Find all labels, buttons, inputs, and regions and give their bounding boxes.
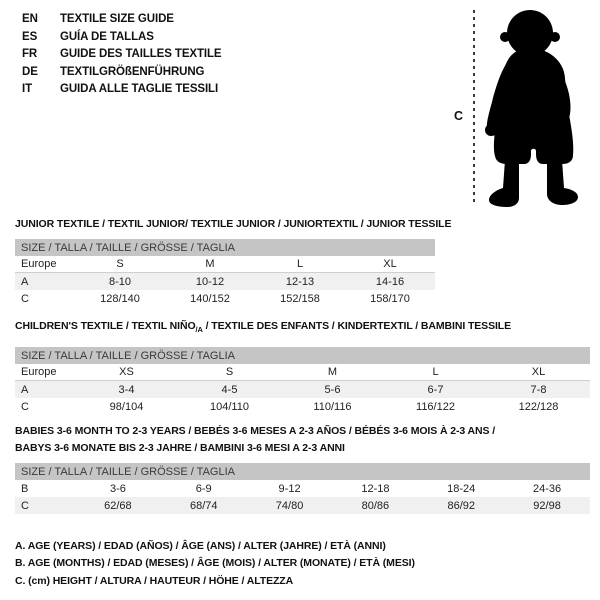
language-row-de [22, 64, 222, 82]
size-value: 12-13 [285, 275, 315, 288]
note-age-months: B. AGE (MONTHS) / EDAD (MESES) / ÂGE (MOIS) / ALTER (MONATE) / ETÀ (MESI) [15, 557, 415, 570]
size-value: 80/86 [361, 499, 390, 512]
children-size-table [15, 347, 590, 415]
language-row-en [22, 11, 222, 29]
language-title: GUIDA ALLE TAGLIE TESSILI [60, 83, 219, 96]
language-code: EN [22, 13, 38, 25]
table-row-height [15, 497, 590, 514]
size-value: 152/158 [280, 292, 320, 305]
legend-notes [15, 538, 415, 590]
size-value: 116/122 [416, 400, 455, 413]
size-value: 9-12 [278, 482, 301, 495]
row-label: C [21, 292, 29, 305]
size-value: M [327, 366, 338, 378]
children-title-subscript: /A [195, 325, 203, 335]
size-value: 68/74 [189, 499, 218, 512]
size-value: 104/110 [210, 400, 249, 413]
babies-size-table [15, 463, 590, 514]
size-value: M [205, 258, 215, 270]
children-section-title [15, 318, 511, 338]
children-title-suffix: / TEXTILE DES ENFANTS / KINDERTEXTIL / BAMBINI TESSILE [202, 320, 512, 332]
size-value: 4-5 [221, 383, 238, 396]
language-row-it [22, 81, 222, 99]
size-value: XS [119, 366, 134, 378]
size-figure [443, 4, 595, 210]
table-row-europe [15, 364, 590, 381]
size-value: S [225, 366, 234, 378]
children-title-prefix: CHILDREN'S TEXTILE / TEXTIL NIÑO [15, 320, 196, 332]
size-value: 10-12 [195, 275, 225, 288]
language-title: GUIDE DES TAILLES TEXTILE [60, 48, 222, 61]
note-height: C. (cm) HEIGHT / ALTURA / HAUTEUR / HÖHE / ALTEZZA [15, 574, 294, 587]
size-value: 128/140 [100, 292, 140, 305]
babies-title-line2: BABYS 3-6 MONATE BIS 2-3 JAHRE / BAMBINI 3-6 MESI A 2-3 ANNI [15, 442, 345, 454]
size-value: 12-18 [361, 482, 390, 495]
language-title: TEXTILGRÖßENFÜHRUNG [60, 65, 205, 78]
size-header-bar: SIZE / TALLA / TAILLE / GRÖSSE / TAGLIA [15, 347, 590, 364]
row-label: Europe [21, 258, 57, 270]
size-value: 74/80 [275, 499, 304, 512]
size-value: 24-36 [532, 482, 562, 495]
size-value: 62/68 [104, 499, 132, 512]
size-header-bar: SIZE / TALLA / TAILLE / GRÖSSE / TAGLIA [15, 239, 435, 256]
size-value: S [116, 258, 124, 270]
size-value: 14-16 [375, 275, 405, 288]
size-value: 140/152 [190, 292, 230, 305]
size-value: 3-4 [118, 383, 135, 396]
size-value: XL [383, 258, 397, 270]
table-row-age [15, 381, 590, 398]
language-row-fr [22, 46, 222, 64]
size-value: 6-7 [427, 383, 444, 396]
row-label: Europe [21, 366, 57, 378]
note-age-years: A. AGE (YEARS) / EDAD (AÑOS) / ÂGE (ANS) / ALTER (JAHRE) / ETÀ (ANNI) [15, 540, 386, 552]
size-value: XL [531, 366, 546, 378]
language-code: DE [22, 65, 38, 78]
size-value: 5-6 [324, 383, 341, 396]
size-value: 110/116 [313, 400, 352, 413]
table-row-europe [15, 256, 435, 273]
baby-silhouette-icon [443, 4, 595, 210]
junior-section-title: JUNIOR TEXTILE / TEXTIL JUNIOR/ TEXTILE JUNIOR / JUNIORTEXTIL / JUNIOR TESSILE [15, 218, 452, 230]
size-value: 8-10 [108, 275, 132, 288]
language-code: IT [22, 83, 33, 96]
row-label: A [21, 275, 29, 288]
size-value: 86/92 [447, 499, 475, 512]
size-value: L [432, 366, 439, 378]
babies-title-line1: BABIES 3-6 MONTH TO 2-3 YEARS / BEBÉS 3-6 MESES A 2-3 AÑOS / BÉBÉS 3-6 MOIS À 2-3 ANS / [15, 425, 496, 437]
table-row-age [15, 273, 435, 290]
babies-section-title [15, 423, 495, 457]
size-value: 18-24 [447, 482, 476, 495]
size-value: 158/170 [370, 292, 410, 305]
language-code: ES [22, 30, 38, 43]
size-value: 3-6 [109, 482, 126, 495]
language-list [22, 11, 222, 99]
size-value: 98/104 [109, 400, 144, 413]
size-value: 7-8 [530, 383, 547, 396]
size-value: 122/128 [518, 400, 559, 413]
table-row-months [15, 480, 590, 497]
row-label: A [21, 383, 29, 396]
language-row-es [22, 29, 222, 47]
table-row-height [15, 290, 435, 307]
table-row-height [15, 398, 590, 415]
size-value: L [296, 258, 304, 270]
language-title: GUÍA DE TALLAS [60, 30, 154, 43]
row-label: C [21, 499, 29, 512]
size-header-bar: SIZE / TALLA / TAILLE / GRÖSSE / TAGLIA [15, 463, 590, 480]
row-label: C [21, 400, 29, 413]
size-value: 6-9 [195, 482, 212, 495]
junior-size-table [15, 239, 435, 307]
size-value: 92/98 [533, 499, 561, 512]
language-code: FR [22, 48, 38, 61]
height-label: C [454, 109, 464, 123]
language-title: TEXTILE SIZE GUIDE [60, 13, 174, 25]
row-label: B [21, 482, 29, 495]
